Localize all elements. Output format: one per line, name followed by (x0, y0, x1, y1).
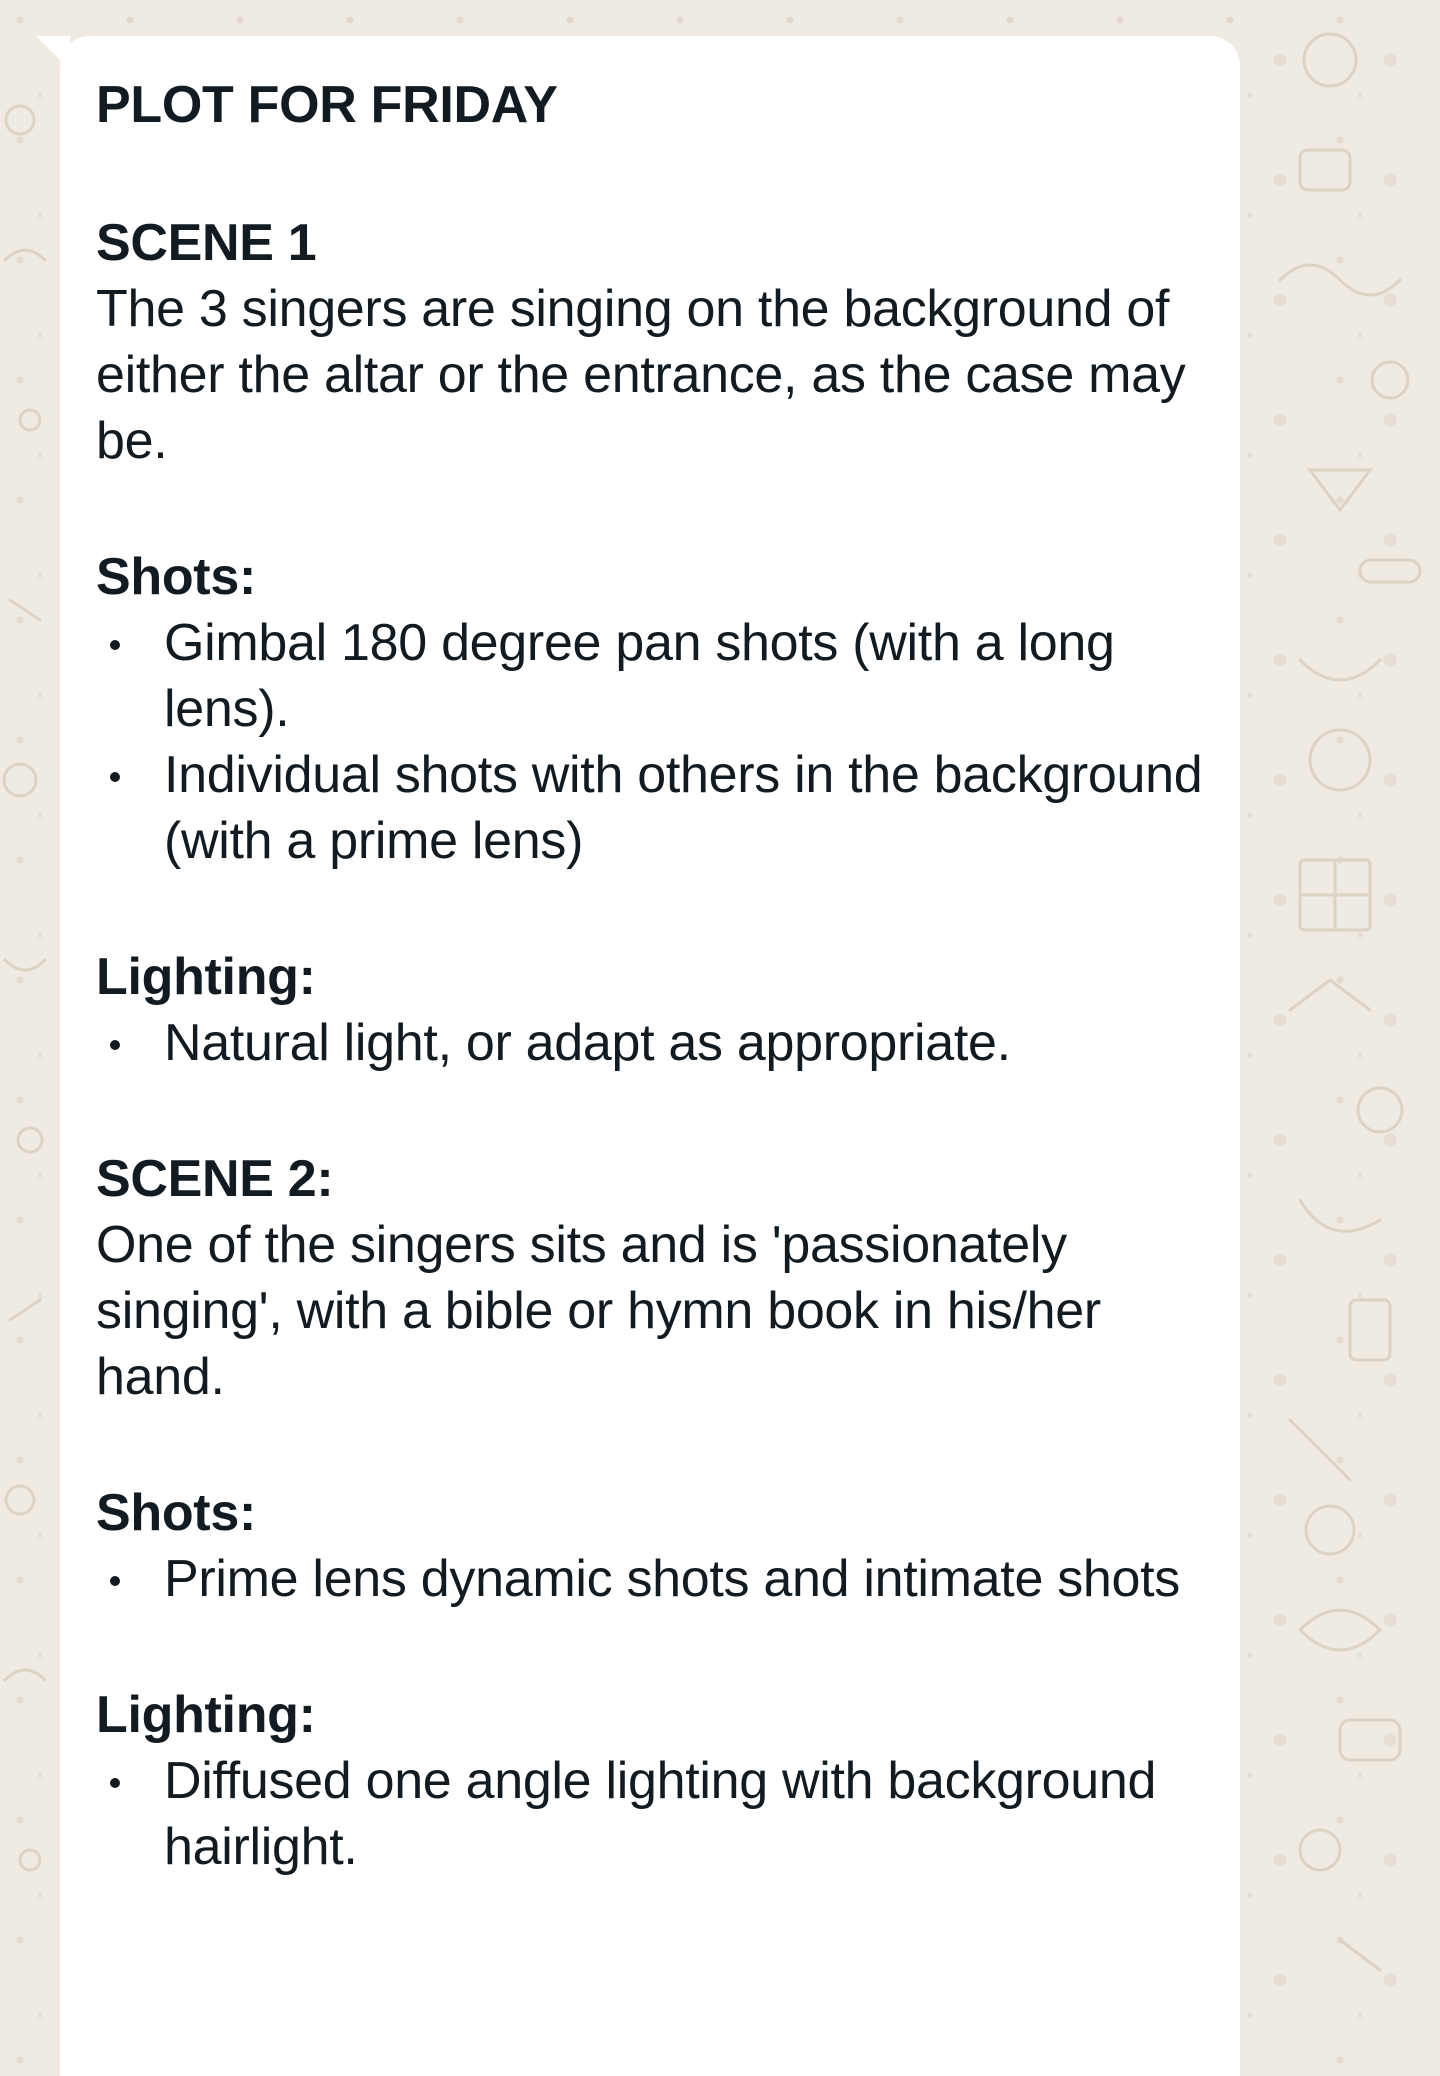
message-bubble[interactable] (60, 36, 1240, 2076)
spacer (96, 140, 1204, 210)
chat-wallpaper-pattern (1240, 0, 1440, 2016)
message-title: PLOT FOR FRIDAY (96, 76, 558, 134)
chat-wallpaper-pattern-left (0, 0, 60, 2016)
spacer (96, 474, 1204, 544)
bullet-icon (110, 772, 120, 782)
scene-1-shots-list (96, 610, 1204, 874)
list-item (96, 610, 1204, 742)
bullet-icon (110, 1778, 120, 1788)
list-item-text: Gimbal 180 degree pan shots (with a long lens). (164, 614, 1115, 738)
scene-2-shots-heading: Shots: (96, 1484, 256, 1542)
list-item-text: Prime lens dynamic shots and intimate shots (164, 1550, 1181, 1608)
list-item-text: Natural light, or adapt as appropriate. (164, 1014, 1011, 1072)
list-item (96, 1748, 1204, 1880)
list-item-text: Individual shots with others in the background (with a prime lens) (164, 746, 1203, 870)
list-item-text: Diffused one angle lighting with background hairlight. (164, 1752, 1157, 1876)
spacer (96, 874, 1204, 944)
scene-1-heading: SCENE 1 (96, 214, 317, 272)
scene-2-lighting-list (96, 1748, 1204, 1880)
scene-1-lighting-heading: Lighting: (96, 948, 316, 1006)
list-item (96, 742, 1204, 874)
spacer (96, 1076, 1204, 1146)
scene-2-description: One of the singers sits and is 'passionately singing', with a bible or hymn book in his/her hand. (96, 1216, 1101, 1406)
list-item (96, 1010, 1204, 1076)
scene-1-shots-heading: Shots: (96, 548, 256, 606)
scene-1-description: The 3 singers are singing on the background of either the altar or the entrance, as the case may be. (96, 280, 1186, 470)
spacer (96, 1410, 1204, 1480)
scene-2-lighting-heading: Lighting: (96, 1686, 316, 1744)
bullet-icon (110, 1040, 120, 1050)
scene-2-shots-list (96, 1546, 1204, 1612)
bullet-icon (110, 1576, 120, 1586)
scene-2-heading: SCENE 2: (96, 1150, 334, 1208)
scene-1-lighting-list (96, 1010, 1204, 1076)
spacer (96, 1612, 1204, 1682)
list-item (96, 1546, 1204, 1612)
bullet-icon (110, 640, 120, 650)
